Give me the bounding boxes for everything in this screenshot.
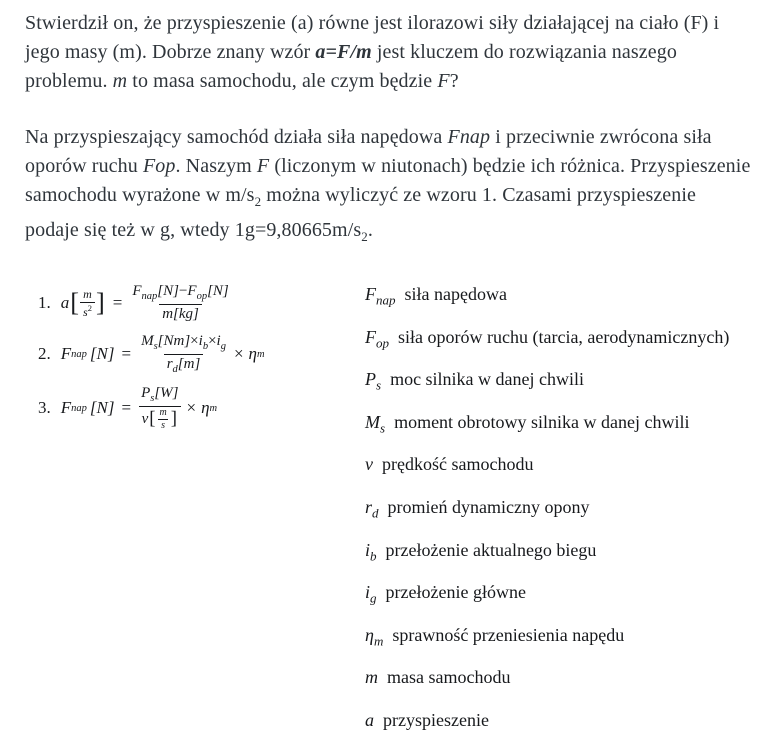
legend-desc: przełożenie główne [385, 582, 526, 603]
math-section [25, 282, 752, 752]
unit-w: [W] [154, 385, 179, 402]
symbol: η [365, 624, 374, 645]
symbol: a [365, 709, 374, 730]
legend-item-eta [365, 624, 729, 653]
sub-s: s [153, 341, 158, 353]
legend-item-ps [365, 368, 729, 397]
unit-kg: [kg] [173, 305, 199, 322]
legend-symbol [365, 496, 379, 525]
formula-3-drive-force-power [38, 384, 352, 432]
legend-item-fnap [365, 283, 729, 312]
symbol: r [365, 496, 373, 517]
times-sign: × [190, 333, 199, 350]
unit-m: [m] [177, 355, 201, 372]
sub-s: s [150, 393, 155, 405]
unit-n: [N] [89, 398, 115, 418]
legend-desc: przełożenie aktualnego biegu [385, 539, 597, 560]
paragraph-text: i przeciwnie zwrócona siła oporów ruchu [25, 126, 712, 177]
symbol-sub: nap [376, 292, 396, 308]
legend-desc: moc silnika w danej chwili [390, 369, 585, 390]
var-p: P [141, 385, 151, 402]
subscript-2: 2 [361, 229, 368, 244]
legend-symbol [365, 581, 377, 610]
var-m: m [162, 305, 174, 322]
legend-desc: moment obrotowy silnika w danej chwili [394, 411, 690, 432]
symbol: F [365, 326, 376, 347]
legend-symbol [365, 411, 385, 440]
unit-numerator: m [83, 286, 92, 301]
paragraph-text: . [367, 219, 373, 241]
right-bracket: ] [170, 408, 177, 430]
legend-symbol [365, 283, 396, 312]
symbol: M [365, 411, 380, 432]
symbol: v [365, 454, 373, 475]
exponent-2: 2 [87, 302, 92, 313]
formula-2-drive-force-torque [38, 332, 352, 376]
paragraph-text: (liczonym w niutonach) będzie ich różnica. Przyspieszenie samochodu wyrażone w m/s [25, 155, 751, 206]
minus-sign: − [178, 283, 188, 299]
var-f: F [132, 283, 142, 299]
legend-desc: masa samochodu [387, 667, 511, 688]
paragraph-text: jest kluczem do rozwiązania naszego problemu. [25, 41, 677, 92]
inline-var-f: F [437, 70, 450, 92]
fraction-denominator [159, 304, 202, 325]
inline-var-m: m [112, 70, 128, 92]
symbol-sub: op [376, 335, 389, 351]
sub-nap: nap [141, 291, 158, 302]
paragraph-text: . Naszym [175, 155, 257, 177]
sub-b: b [202, 341, 209, 353]
legend-symbol [365, 326, 389, 355]
symbol: i [365, 582, 371, 603]
var-i: i [198, 333, 203, 350]
times-sign: × [233, 344, 244, 364]
symbol-sub: s [376, 377, 382, 393]
var-eta: η [201, 398, 210, 418]
legend-item-ms [365, 411, 729, 440]
fraction-numerator [138, 332, 229, 354]
legend-item-ib [365, 539, 729, 568]
times-sign: × [208, 333, 217, 350]
legend-item-rd [365, 496, 729, 525]
unit-denominator [80, 302, 95, 320]
symbol-sub: g [370, 590, 377, 606]
var-m-torque: M [141, 333, 154, 350]
legend-desc: przyspieszenie [383, 709, 489, 730]
inline-formula-a-equals-f-over-m: a=F/m [315, 41, 372, 63]
subscript-2: 2 [254, 194, 262, 209]
sub-m: m [209, 402, 218, 414]
legend-symbol [365, 539, 377, 568]
sub-g: g [220, 341, 226, 353]
sub-d: d [172, 363, 178, 375]
fraction-numerator [129, 282, 231, 304]
var-r: r [166, 355, 173, 372]
sub-nap: nap [71, 402, 87, 414]
times-sign: × [186, 398, 197, 418]
symbol-sub: b [370, 548, 377, 564]
var-eta: η [248, 344, 257, 364]
formula-number: 2. [38, 344, 51, 364]
paragraph-text: to masa samochodu, ale czym będzie [127, 70, 438, 92]
paragraph-text: ? [449, 70, 459, 92]
formula-list [25, 282, 352, 752]
legend-item-fop [365, 326, 729, 355]
unit-n: [N] [207, 283, 229, 299]
unit-n: [N] [157, 283, 179, 299]
formula-number: 1. [38, 293, 51, 313]
legend-symbol [365, 709, 374, 738]
paragraph-text: Stwierdził on, że przyspieszenie (a) równe jest ilorazowi siły działającej na ciało (F) i jego masy (m). Dobrze znany wzór [25, 12, 720, 63]
legend-desc: siła oporów ruchu (tarcia, aerodynamicznych) [398, 326, 730, 347]
inline-var-f: F [256, 155, 270, 177]
unit-fraction-m-per-s [157, 407, 170, 432]
sub-m: m [256, 348, 265, 360]
legend-desc: sprawność przeniesienia napędu [392, 624, 625, 645]
symbol: F [365, 284, 376, 304]
var-a: a [60, 293, 70, 313]
unit-m: m [159, 407, 167, 419]
sub-nap: nap [71, 348, 87, 360]
paragraph-intro [25, 9, 752, 96]
legend-item-a [365, 709, 729, 738]
equals-sign: = [112, 293, 123, 313]
symbol-legend [352, 282, 729, 752]
inline-var-fnap: Fnap [447, 126, 491, 148]
legend-symbol [365, 368, 381, 397]
legend-desc: siła napędowa [404, 284, 507, 304]
fraction-numerator [138, 384, 181, 406]
legend-item-ig [365, 581, 729, 610]
legend-symbol [365, 666, 378, 695]
paragraph-text: można wyliczyć ze wzoru 1. Czasami przyspieszenie podaje się też w g, wtedy 1g=9,80665m/s [25, 184, 697, 241]
var-v: v [141, 410, 149, 427]
legend-item-v [365, 453, 729, 482]
symbol-sub: m [373, 633, 384, 649]
legend-desc: promień dynamiczny opony [387, 496, 590, 517]
var-f: F [60, 344, 72, 364]
var-f: F [60, 398, 72, 418]
inline-var-fop: Fop [142, 155, 176, 177]
equals-sign: = [121, 344, 132, 364]
unit-s: s [158, 419, 168, 432]
main-fraction [138, 384, 181, 432]
var-f: F [187, 283, 197, 299]
formula-1-acceleration [38, 282, 352, 324]
legend-desc: prędkość samochodu [382, 454, 534, 475]
symbol: m [365, 667, 378, 688]
paragraph-text: Na przyspieszający samochód działa siła napędowa [25, 126, 448, 148]
legend-symbol [365, 453, 373, 482]
legend-item-m [365, 666, 729, 695]
equals-sign: = [121, 398, 132, 418]
unit-s: s [83, 304, 88, 319]
left-bracket: [ [149, 408, 156, 430]
unit-n: [N] [89, 344, 115, 364]
fraction-denominator [139, 406, 181, 432]
paragraph-forces [25, 123, 752, 251]
sub-op: op [196, 291, 208, 302]
symbol: i [365, 539, 371, 560]
unit-nm: [Nm] [157, 333, 191, 350]
formula-number: 3. [38, 398, 51, 418]
legend-symbol [365, 624, 383, 653]
unit-fraction-m-per-s2 [80, 287, 95, 320]
right-bracket: ] [95, 288, 105, 318]
symbol: P [365, 369, 376, 390]
symbol-sub: d [372, 505, 379, 521]
fraction-denominator [164, 354, 204, 377]
var-i: i [216, 333, 221, 350]
left-bracket: [ [70, 288, 80, 318]
main-fraction [129, 282, 231, 324]
main-fraction [138, 332, 229, 376]
symbol-sub: s [380, 420, 386, 436]
